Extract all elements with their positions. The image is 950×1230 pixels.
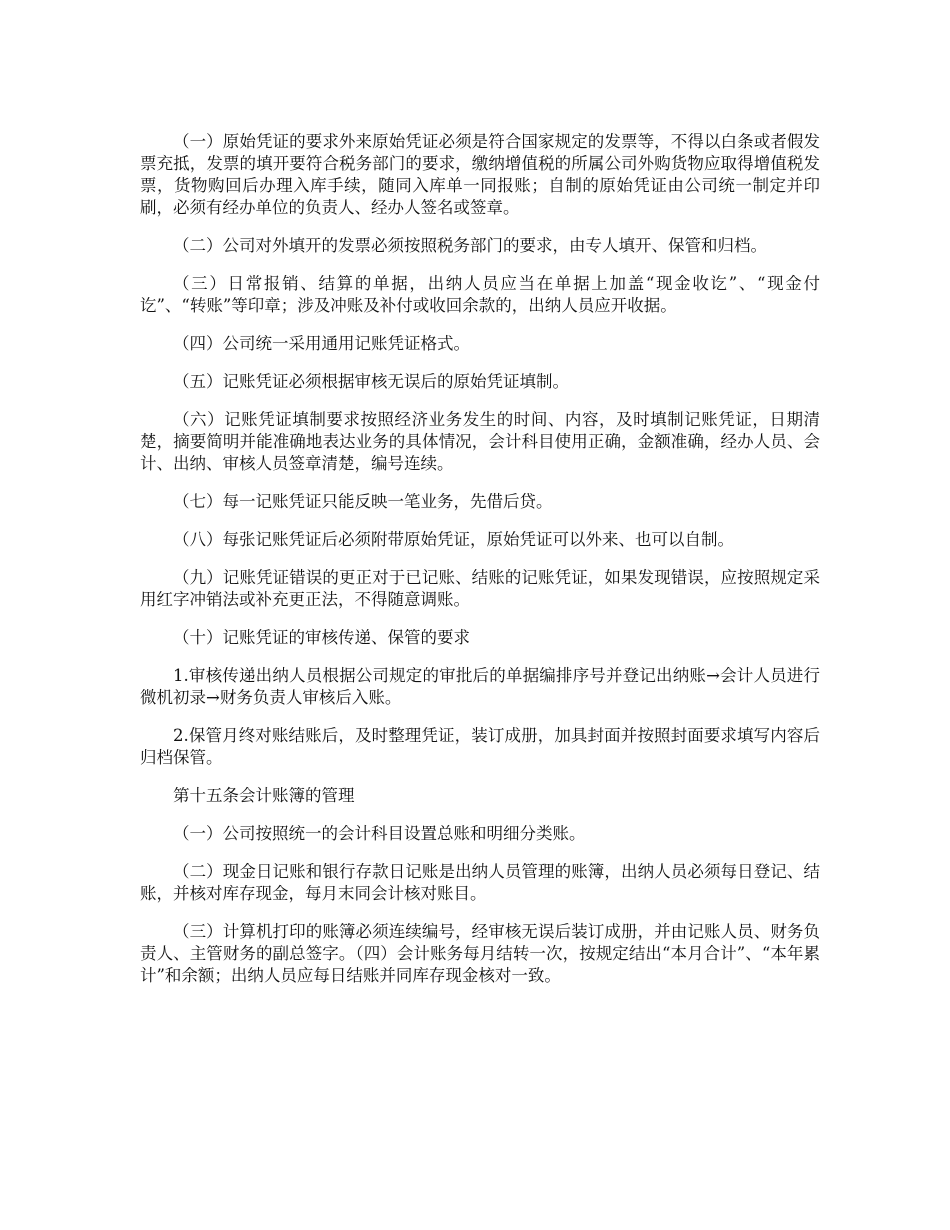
paragraph-printed-ledger: （三）计算机打印的账簿必须连续编号，经审核无误后装订成册，并由记账人员、财务负责人、主管财务的副总签字。（四）会计账务每月结转一次，按规定结出“本月合计”、“本年累计”和余额；出纳人员应每日结账并同库存现金核对一致。 — [140, 922, 820, 985]
paragraph-invoice-issuing: （二）公司对外填开的发票必须按照税务部门的要求，由专人填开、保管和归档。 — [173, 236, 767, 255]
paragraph-review-transfer: 1.审核传递出纳人员根据公司规定的审批后的单据编排序号并登记出纳账→会计人员进行微机初录→财务负责人审核后入账。 — [140, 666, 820, 707]
paragraph-voucher-format: （四）公司统一采用通用记账凭证格式。 — [173, 334, 470, 353]
paragraph-voucher-filling-requirements: （六）记账凭证填制要求按照经济业务发生的时间、内容，及时填制记账凭证，日期清楚，摘要简明并能准确地表达业务的具体情况，会计科目使用正确，金额准确，经办人员、会计、出纳、审核人员签章清楚，编号连续。 — [140, 410, 820, 473]
paragraph-original-voucher-requirements: （一）原始凭证的要求外来原始凭证必须是符合国家规定的发票等，不得以白条或者假发票充抵，发票的填开要符合税务部门的要求，缴纳增值税的所属公司外购货物应取得增值税发票，货物购回后办理入库手续，随同入库单一同报账；自制的原始凭证由公司统一制定并印刷，必须有经办单位的负责人、经办人签名或签章。 — [140, 132, 820, 217]
paragraph-error-correction: （九）记账凭证错误的更正对于已记账、结账的记账凭证，如果发现错误，应按照规定采用红字冲销法或补充更正法，不得随意调账。 — [140, 568, 820, 609]
paragraph-attach-original: （八）每张记账凭证后必须附带原始凭证，原始凭证可以外来、也可以自制。 — [173, 530, 734, 549]
paragraph-ledger-setup: （一）公司按照统一的会计科目设置总账和明细分类账。 — [173, 824, 586, 843]
paragraph-reimbursement-stamps: （三）日常报销、结算的单据，出纳人员应当在单据上加盖“现金收讫”、“现金付讫”、“转账”等印章；涉及冲账及补付或收回余款的，出纳人员应开收据。 — [140, 274, 820, 315]
document-body — [140, 131, 820, 1003]
paragraph-single-business: （七）每一记账凭证只能反映一笔业务，先借后贷。 — [173, 492, 553, 511]
paragraph-cash-journal: （二）现金日记账和银行存款日记账是出纳人员管理的账簿，出纳人员必须每日登记、结账，并核对库存现金，每月末同会计核对账目。 — [140, 862, 820, 903]
paragraph-archiving: 2.保管月终对账结账后，及时整理凭证，装订成册，加具封面并按照封面要求填写内容后归档保管。 — [140, 726, 820, 767]
article-fifteen-heading: 第十五条会计账簿的管理 — [173, 786, 355, 805]
paragraph-review-transfer-heading: （十）记账凭证的审核传递、保管的要求 — [173, 628, 470, 647]
paragraph-voucher-preparation: （五）记账凭证必须根据审核无误后的原始凭证填制。 — [173, 372, 569, 391]
